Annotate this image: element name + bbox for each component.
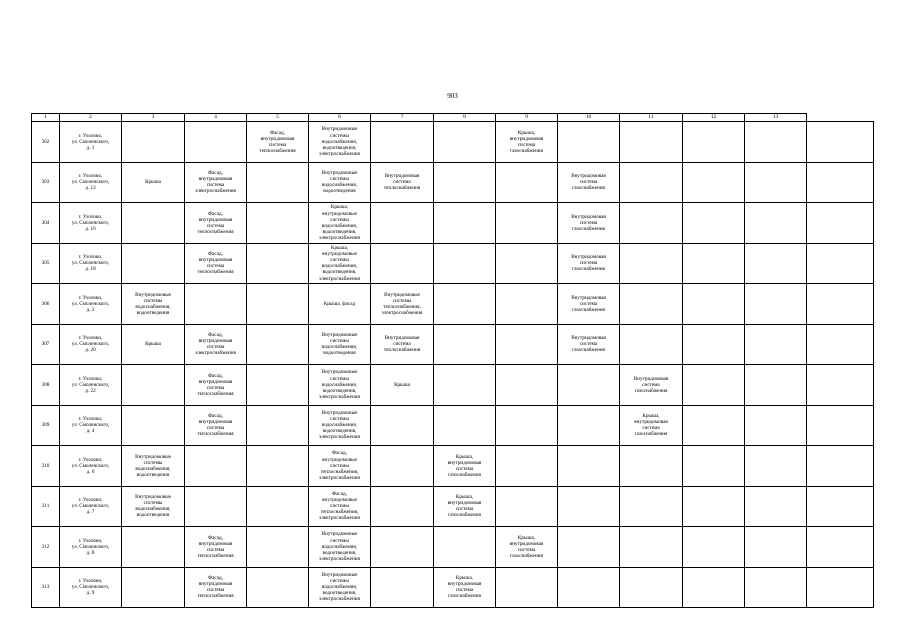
table-cell	[745, 284, 807, 325]
table-row	[32, 365, 874, 406]
table-cell	[620, 446, 683, 487]
row-number-cell: 313	[32, 567, 60, 608]
table-cell: Внутридомовая система теплоснабжения	[371, 162, 434, 203]
table-cell	[247, 405, 309, 446]
table-cell	[247, 527, 309, 568]
table-cell	[807, 203, 874, 244]
table-cell	[247, 486, 309, 527]
table-row	[32, 243, 874, 284]
table-cell	[434, 405, 496, 446]
table-cell	[620, 324, 683, 365]
table-cell	[807, 486, 874, 527]
table-cell: Фасад, внутридомовая система теплоснабжения	[185, 405, 247, 446]
table-cell	[371, 527, 434, 568]
table-cell	[496, 243, 558, 284]
column-header-row	[32, 114, 874, 122]
column-header: 9	[496, 114, 558, 122]
table-cell: Крыша, внутридомовые системы водоснабжения, водоотведения, электроснабжения	[309, 203, 371, 244]
table-cell: г. Ухолово, ул. Смоленского, д. 4	[60, 405, 122, 446]
table-cell	[807, 284, 874, 325]
table-cell: Крыша	[122, 162, 185, 203]
table-cell: Крыша, внутридомовые системы водоснабжения, водоотведения, электроснабжения	[309, 243, 371, 284]
table-cell	[620, 486, 683, 527]
table-cell	[496, 365, 558, 406]
table-cell	[683, 405, 745, 446]
table-cell: Фасад, внутридомовая система теплоснабжения	[185, 243, 247, 284]
table-cell	[434, 365, 496, 406]
column-header: 1	[32, 114, 60, 122]
table-cell	[434, 324, 496, 365]
table-cell	[745, 162, 807, 203]
table-cell	[371, 203, 434, 244]
table-cell: Внутридомовая система газоснабжения	[558, 203, 620, 244]
table-cell	[434, 203, 496, 244]
table-cell	[496, 324, 558, 365]
table-cell	[247, 324, 309, 365]
table-cell	[496, 405, 558, 446]
table-cell	[371, 446, 434, 487]
column-header: 13	[745, 114, 807, 122]
table-cell: Внутридомовые системы водоснабжения, водоотведения	[309, 324, 371, 365]
table-cell	[558, 527, 620, 568]
table-cell	[496, 486, 558, 527]
row-number-cell: 302	[32, 122, 60, 163]
table-cell: г. Ухолово, ул. Смоленского, д. 2	[60, 284, 122, 325]
column-header: 4	[185, 114, 247, 122]
table-cell	[807, 122, 874, 163]
table-row	[32, 486, 874, 527]
table-cell	[185, 446, 247, 487]
table-cell	[620, 203, 683, 244]
table-row	[32, 162, 874, 203]
table-cell: Внутридомовые системы водоснабжения, водоотведения	[122, 486, 185, 527]
table-cell	[620, 243, 683, 284]
table-cell	[122, 567, 185, 608]
table-cell	[807, 324, 874, 365]
table-cell: Внутридомовые системы водоснабжения, водоотведения	[122, 446, 185, 487]
table-cell	[122, 365, 185, 406]
table-cell	[122, 243, 185, 284]
table-cell	[807, 243, 874, 284]
table-cell: Внутридомовые системы водоснабжения, водоотведения	[309, 162, 371, 203]
table-cell	[558, 486, 620, 527]
table-cell: Фасад, внутридомовые системы теплоснабжения, электроснабжения	[309, 446, 371, 487]
table-cell	[247, 162, 309, 203]
page-number: 903	[447, 92, 458, 100]
table-cell	[434, 284, 496, 325]
table-cell: Крыша, внутридомовая система газоснабжения	[620, 405, 683, 446]
table-cell: Фасад, внутридомовая система теплоснабжения	[185, 365, 247, 406]
table-cell	[745, 527, 807, 568]
table-cell: Крыша	[371, 365, 434, 406]
table-row	[32, 203, 874, 244]
column-header: 5	[247, 114, 309, 122]
table-cell	[745, 486, 807, 527]
table-cell	[620, 284, 683, 325]
table-cell: Крыша, внутридомовая система газоснабжения	[434, 486, 496, 527]
table-row	[32, 324, 874, 365]
table-cell: г. Ухолово, ул. Смоленского, д. 8	[60, 527, 122, 568]
table-cell	[185, 486, 247, 527]
table-cell: Фасад, внутридомовая система теплоснабжения	[247, 122, 309, 163]
table-cell	[247, 446, 309, 487]
row-number-cell: 305	[32, 243, 60, 284]
table-cell	[745, 405, 807, 446]
table-cell	[683, 203, 745, 244]
table-cell	[247, 365, 309, 406]
table-cell	[558, 567, 620, 608]
column-header: 3	[122, 114, 185, 122]
table-cell	[434, 527, 496, 568]
table-cell	[807, 405, 874, 446]
table-cell	[558, 446, 620, 487]
table-row	[32, 527, 874, 568]
row-number-cell: 309	[32, 405, 60, 446]
table-cell: Крыша, внутридомовая система газоснабжения	[496, 122, 558, 163]
table-cell: Внутридомовая система газоснабжения	[558, 243, 620, 284]
row-number-cell: 306	[32, 284, 60, 325]
table-cell: Крыша, фасад	[309, 284, 371, 325]
table-cell: Внутридомовые системы водоснабжения, водоотведения, электроснабжения	[309, 405, 371, 446]
table-cell: Внутридомовая система газоснабжения	[558, 324, 620, 365]
table-cell	[745, 446, 807, 487]
table-cell: г. Ухолово, ул. Смоленского, д. 7	[60, 486, 122, 527]
table-cell	[122, 122, 185, 163]
table-cell: Внутридомовая система теплоснабжения	[371, 324, 434, 365]
schedule-table	[31, 113, 874, 608]
table-cell	[620, 527, 683, 568]
table-cell	[496, 203, 558, 244]
table-cell	[434, 243, 496, 284]
table-row	[32, 567, 874, 608]
table-cell: Внутридомовые системы теплоснабжения, электроснабжения	[371, 284, 434, 325]
table-cell	[434, 162, 496, 203]
table-row	[32, 446, 874, 487]
table-cell	[745, 243, 807, 284]
table-cell	[807, 527, 874, 568]
table-cell	[683, 365, 745, 406]
table-cell	[371, 243, 434, 284]
table-cell	[185, 122, 247, 163]
table-cell	[745, 365, 807, 406]
row-number-cell: 311	[32, 486, 60, 527]
table-row	[32, 405, 874, 446]
table-cell	[558, 365, 620, 406]
row-number-cell: 303	[32, 162, 60, 203]
row-number-cell: 312	[32, 527, 60, 568]
table-cell	[496, 162, 558, 203]
row-number-cell: 310	[32, 446, 60, 487]
column-header: 2	[60, 114, 122, 122]
table-cell	[745, 324, 807, 365]
table-cell: г. Ухолово, ул. Смоленского, д. 12	[60, 162, 122, 203]
table-cell	[122, 405, 185, 446]
table-cell	[807, 567, 874, 608]
column-header: 10	[558, 114, 620, 122]
table-cell	[683, 122, 745, 163]
table-cell	[745, 122, 807, 163]
column-header: 7	[371, 114, 434, 122]
table-cell: Внутридомовая система газоснабжения	[620, 365, 683, 406]
table-cell: Внутридомовые системы водоснабжения, водоотведения, электроснабжения	[309, 567, 371, 608]
table-cell: Внутридомовая система газоснабжения	[558, 284, 620, 325]
table-cell: Крыша, внутридомовая система газоснабжения	[496, 527, 558, 568]
table-cell: Внутридомовые системы водоснабжения, водоотведения, электроснабжения	[309, 122, 371, 163]
table-cell: г. Ухолово, ул. Смоленского, д. 9	[60, 567, 122, 608]
table-cell: Крыша	[122, 324, 185, 365]
table-cell	[807, 162, 874, 203]
column-header: 6	[309, 114, 371, 122]
row-number-cell: 307	[32, 324, 60, 365]
table-cell: г. Ухолово, ул. Смоленского, д. 22	[60, 365, 122, 406]
table-cell: г. Ухолово, ул. Смоленского, д. 1	[60, 122, 122, 163]
table-cell	[683, 162, 745, 203]
table-cell: Крыша, внутридомовая система газоснабжения	[434, 567, 496, 608]
table-cell: Внутридомовые системы водоснабжения, водоотведения, электроснабжения	[309, 365, 371, 406]
table-cell	[247, 243, 309, 284]
table-cell	[434, 122, 496, 163]
column-header: 8	[434, 114, 496, 122]
table-cell	[558, 122, 620, 163]
table-row	[32, 122, 874, 163]
table-cell	[745, 567, 807, 608]
table-cell: Фасад, внутридомовая система теплоснабжения	[185, 527, 247, 568]
table-cell	[620, 567, 683, 608]
table-cell	[185, 284, 247, 325]
table-cell	[371, 405, 434, 446]
row-number-cell: 308	[32, 365, 60, 406]
table-cell: Фасад, внутридомовая система электроснабжения	[185, 324, 247, 365]
table-cell	[620, 122, 683, 163]
table-row	[32, 284, 874, 325]
table-cell: г. Ухолово, ул. Смоленского, д. 20	[60, 324, 122, 365]
table-cell: Внутридомовая система газоснабжения	[558, 162, 620, 203]
table-cell	[496, 284, 558, 325]
table-cell: Внутридомовые системы водоснабжения, водоотведения, электроснабжения	[309, 527, 371, 568]
table-cell	[807, 365, 874, 406]
table-cell	[371, 486, 434, 527]
table-cell	[620, 162, 683, 203]
table-cell: Крыша, внутридомовая система газоснабжения	[434, 446, 496, 487]
table-cell	[807, 446, 874, 487]
table-cell	[558, 405, 620, 446]
table-cell	[371, 122, 434, 163]
table-cell	[122, 203, 185, 244]
table-cell: Внутридомовые системы водоснабжения, водоотведения	[122, 284, 185, 325]
table-cell: г. Ухолово, ул. Смоленского, д. 16	[60, 203, 122, 244]
table-cell	[496, 567, 558, 608]
table-cell	[247, 284, 309, 325]
table-cell	[683, 446, 745, 487]
table-cell: г. Ухолово, ул. Смоленского, д. 6	[60, 446, 122, 487]
row-number-cell: 304	[32, 203, 60, 244]
table-cell: г. Ухолово, ул. Смоленского, д. 18	[60, 243, 122, 284]
table-cell	[683, 243, 745, 284]
table-cell	[683, 486, 745, 527]
table-cell	[683, 527, 745, 568]
column-header: 12	[683, 114, 745, 122]
table-cell: Фасад, внутридомовые системы теплоснабжения, электроснабжения	[309, 486, 371, 527]
table-cell	[496, 446, 558, 487]
table-cell	[683, 284, 745, 325]
table-cell	[371, 567, 434, 608]
table-cell	[683, 324, 745, 365]
column-header: 11	[620, 114, 683, 122]
table-cell	[745, 203, 807, 244]
table-cell	[683, 567, 745, 608]
table-cell: Фасад, внутридомовая система теплоснабжения	[185, 203, 247, 244]
table-body	[32, 122, 874, 608]
table-cell: Фасад, внутридомовая система теплоснабжения	[185, 567, 247, 608]
table-cell	[122, 527, 185, 568]
table-cell: Фасад, внутридомовая система электроснабжения	[185, 162, 247, 203]
table-cell	[247, 567, 309, 608]
table-cell	[247, 203, 309, 244]
